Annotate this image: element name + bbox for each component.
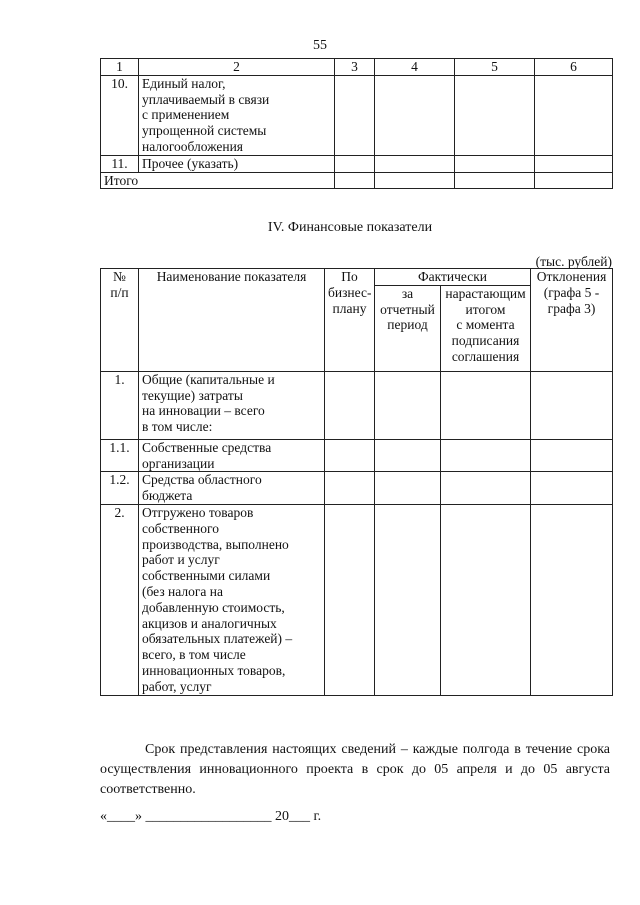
cell: [441, 504, 531, 695]
submission-deadline-paragraph: Срок представления настоящих сведений – каждые полгода в течение срока осуществления инновационного проекта в срок до 05 апреля и до 05 августа соответственно.: [100, 742, 610, 797]
table-row: [101, 371, 613, 439]
expenses-table-continued: [100, 58, 613, 189]
cell: [325, 504, 375, 695]
total-row: [101, 172, 613, 189]
cell: [375, 504, 441, 695]
header-fact-period: за отчетный период: [375, 285, 441, 371]
cell: [531, 472, 613, 505]
column-number-row: [101, 59, 613, 76]
row-name: Отгружено товаров собственного производства, выполнено работ и услуг собственными силами (без налога на добавленную стоимость, акцизов и аналогичных обязательных платежей) – всего, в том числе инновационных товаров, работ, услуг: [139, 504, 325, 695]
cell: [441, 472, 531, 505]
row-name: Средства областного бюджета: [139, 472, 325, 505]
row-number: 11.: [101, 155, 139, 172]
table-row: [101, 504, 613, 695]
cell: [325, 371, 375, 439]
header-row: [101, 269, 613, 286]
row-number: 1.2.: [101, 472, 139, 505]
header-fact: Фактически: [375, 269, 531, 286]
cell: [531, 371, 613, 439]
cell: [335, 155, 375, 172]
header-deviation: Отклонения (графа 5 - графа 3): [531, 269, 613, 372]
cell: [455, 172, 535, 189]
cell: [535, 172, 613, 189]
column-number: 3: [335, 59, 375, 76]
cell: [531, 504, 613, 695]
cell: [375, 172, 455, 189]
cell: [375, 155, 455, 172]
cell: [335, 75, 375, 155]
cell: [375, 75, 455, 155]
row-number: 1.: [101, 371, 139, 439]
cell: [441, 371, 531, 439]
units-label: (тыс. рублей): [535, 254, 612, 269]
cell: [325, 472, 375, 505]
column-number: 4: [375, 59, 455, 76]
table-row: [101, 155, 613, 172]
cell: [531, 439, 613, 472]
cell: [335, 172, 375, 189]
cell: [535, 155, 613, 172]
cell: [375, 439, 441, 472]
row-number: 10.: [101, 75, 139, 155]
table-row: [101, 439, 613, 472]
column-number: 6: [535, 59, 613, 76]
cell: [375, 472, 441, 505]
date-line: «____» __________________ 20___ г.: [100, 809, 322, 824]
table-row: [101, 472, 613, 505]
header-number: № п/п: [101, 269, 139, 372]
column-number: 1: [101, 59, 139, 76]
row-name: Единый налог, уплачиваемый в связи с применением упрощенной системы налогообложения: [139, 75, 335, 155]
page-number: 55: [313, 38, 327, 53]
header-plan: По бизнес- плану: [325, 269, 375, 372]
column-number: 2: [139, 59, 335, 76]
cell: [325, 439, 375, 472]
section-title: IV. Финансовые показатели: [267, 220, 433, 235]
cell: [375, 371, 441, 439]
row-name: Собственные средства организации: [139, 439, 325, 472]
cell: [455, 155, 535, 172]
cell: [441, 439, 531, 472]
row-name: Прочее (указать): [139, 155, 335, 172]
cell: [455, 75, 535, 155]
cell: [535, 75, 613, 155]
header-name: Наименование показателя: [139, 269, 325, 372]
table-row: [101, 75, 613, 155]
header-fact-cumulative: нарастающим итогом с момента подписания соглашения: [441, 285, 531, 371]
total-label: Итого: [101, 172, 335, 189]
row-name: Общие (капитальные и текущие) затраты на инновации – всего в том числе:: [139, 371, 325, 439]
row-number: 2.: [101, 504, 139, 695]
row-number: 1.1.: [101, 439, 139, 472]
column-number: 5: [455, 59, 535, 76]
financial-indicators-table: [100, 268, 613, 696]
